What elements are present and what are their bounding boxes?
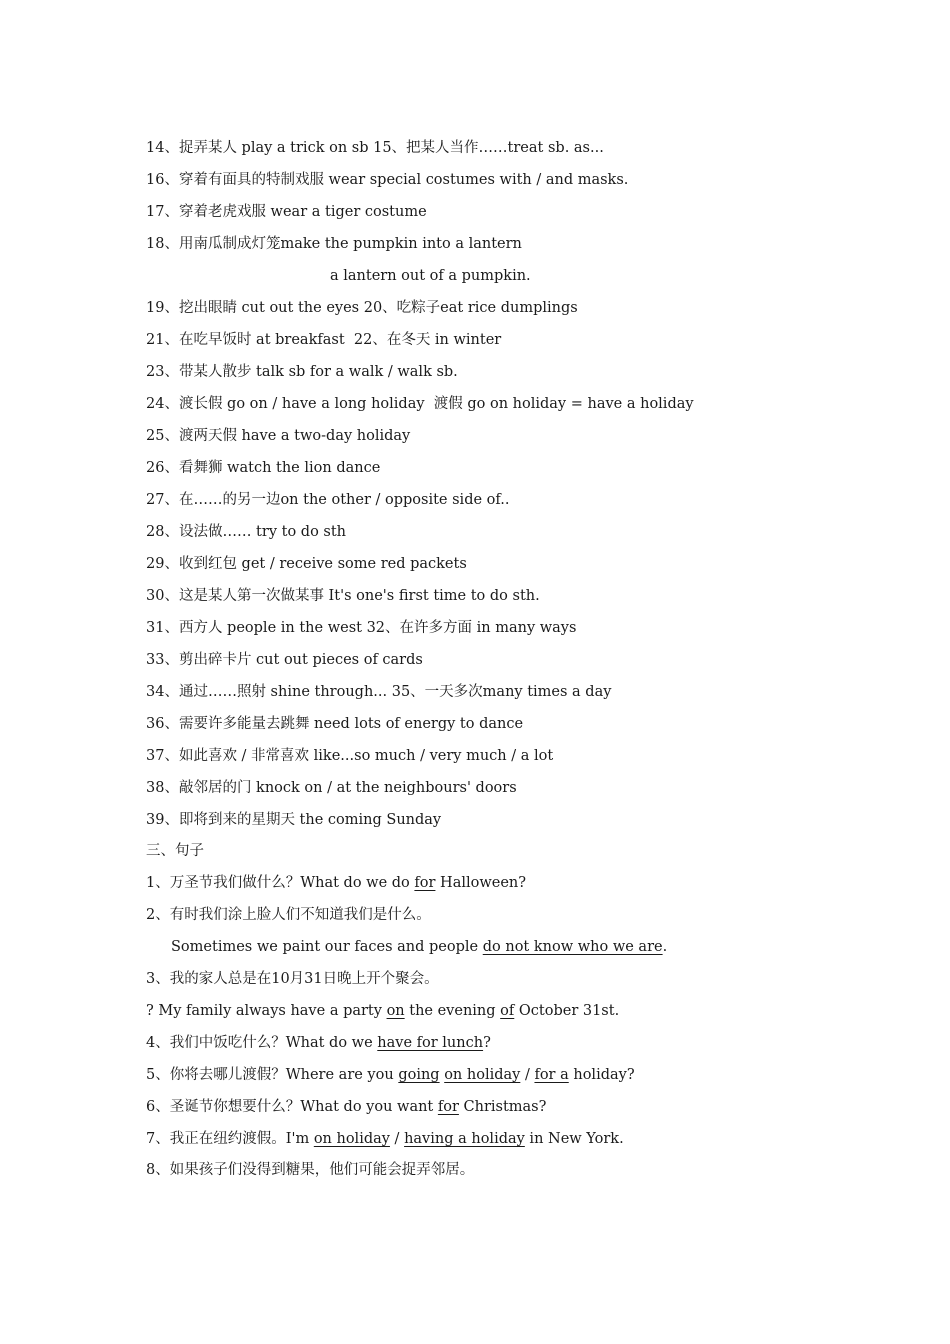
sentence-4 <box>146 1031 491 1055</box>
sentence-text: October 31st. <box>514 1003 620 1019</box>
phrase-line: 27、在……的另一边on the other / opposite side of.. <box>146 492 510 508</box>
phrase-line: 39、即将到来的星期天 the coming Sunday <box>146 812 442 828</box>
sentence-text: holiday? <box>568 1067 635 1083</box>
sentence-7 <box>146 1127 624 1151</box>
sentence-text: ? <box>483 1035 491 1051</box>
sentence-2-english <box>171 935 667 959</box>
sentence-text: Halloween? <box>435 875 527 891</box>
sentence-text: 6、圣诞节你想要什么？What do you want <box>146 1099 438 1115</box>
section-title: 三、句子 <box>146 843 204 859</box>
phrase-line-continuation: a lantern out of a pumpkin. <box>330 268 531 284</box>
phrase-line: 23、带某人散步 talk sb for a walk / walk sb. <box>146 364 458 380</box>
answer-blank: for <box>414 875 436 891</box>
answer-blank: on <box>386 1003 405 1019</box>
answer-blank: for <box>437 1099 459 1115</box>
sentence-3-chinese: 3、我的家人总是在10月31日晚上开个聚会。 <box>146 971 439 987</box>
phrase-line: 30、这是某人第一次做某事 It's one's first time to do sth. <box>146 588 540 604</box>
sentence-text: 7、我正在纽约渡假。I'm <box>146 1131 314 1147</box>
answer-blank: have for lunch <box>377 1035 484 1051</box>
phrase-line: 28、设法做…… try to do sth <box>146 524 347 540</box>
phrase-line: 17、穿着老虎戏服 wear a tiger costume <box>146 204 427 220</box>
answer-blank: going <box>398 1067 440 1083</box>
sentence-5 <box>146 1063 635 1087</box>
answer-blank: having a holiday <box>404 1131 525 1147</box>
sentence-6 <box>146 1095 546 1119</box>
sentence-1 <box>146 871 526 895</box>
sentence-text: Sometimes we paint our faces and people <box>171 939 483 955</box>
answer-blank: for a <box>534 1067 569 1083</box>
phrase-line: 31、西方人 people in the west 32、在许多方面 in many ways <box>146 620 577 636</box>
sentence-text: in New York. <box>524 1131 624 1147</box>
phrase-line: 16、穿着有面具的特制戏服 wear special costumes with / and masks. <box>146 172 629 188</box>
phrase-line: 33、剪出碎卡片 cut out pieces of cards <box>146 652 423 668</box>
sentence-2-chinese: 2、有时我们涂上脸人们不知道我们是什么。 <box>146 907 431 923</box>
phrase-line: 38、敲邻居的门 knock on / at the neighbours' doors <box>146 780 517 796</box>
answer-blank: on holiday <box>444 1067 521 1083</box>
phrase-line: 19、挖出眼睛 cut out the eyes 20、吃粽子eat rice dumplings <box>146 300 578 316</box>
sentence-text: / <box>389 1131 405 1147</box>
phrase-line: 21、在吃早饭时 at breakfast 22、在冬天 in winter <box>146 332 502 348</box>
phrase-line: 25、渡两天假 have a two-day holiday <box>146 428 411 444</box>
sentence-text: / <box>520 1067 535 1083</box>
answer-blank: do not know who we are <box>482 939 663 955</box>
sentence-text: Christmas? <box>458 1099 547 1115</box>
sentence-text: 4、我们中饭吃什么？What do we <box>146 1035 378 1051</box>
sentence-text: 1、万圣节我们做什么？What do we do <box>146 875 415 891</box>
phrase-line: 37、如此喜欢 / 非常喜欢 like...so much / very much / a lot <box>146 748 554 764</box>
sentence-8-chinese: 8、如果孩子们没得到糖果，他们可能会捉弄邻居。 <box>146 1162 475 1178</box>
sentence-text: 5、你将去哪儿渡假？Where are you <box>146 1067 399 1083</box>
phrase-line: 36、需要许多能量去跳舞 need lots of energy to dance <box>146 716 524 732</box>
phrase-line: 29、收到红包 get / receive some red packets <box>146 556 467 572</box>
phrase-line: 26、看舞狮 watch the lion dance <box>146 460 381 476</box>
phrase-line: 14、捉弄某人 play a trick on sb 15、把某人当作……treat sb. as... <box>146 140 604 156</box>
sentence-3-english <box>146 999 619 1023</box>
phrase-line: 24、渡长假 go on / have a long holiday 渡假 go on holiday = have a holiday <box>146 396 694 412</box>
phrase-line: 34、通过……照射 shine through... 35、一天多次many times a day <box>146 684 612 700</box>
answer-blank: on holiday <box>313 1131 390 1147</box>
sentence-text: ? My family always have a party <box>146 1003 387 1019</box>
phrase-line: 18、用南瓜制成灯笼make the pumpkin into a lantern <box>146 236 522 252</box>
sentence-text: . <box>662 939 668 955</box>
answer-blank: of <box>500 1003 515 1019</box>
sentence-text: the evening <box>404 1003 501 1019</box>
